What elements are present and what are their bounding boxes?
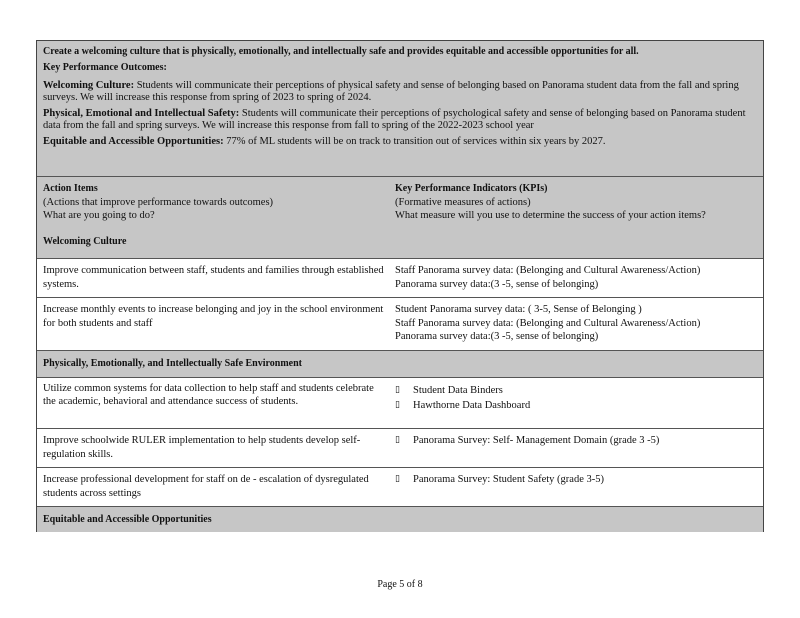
outcome-welcoming: [43, 80, 757, 104]
table-row: [37, 467, 763, 506]
bullet-icon: ▯: [395, 435, 400, 445]
bullet-item: [395, 473, 757, 487]
kpi-line: Staff Panorama survey data: (Belonging and Cultural Awareness/Action): [395, 265, 701, 276]
column-header-row: [37, 176, 763, 258]
kpi-line: Panorama survey data:(3 -5, sense of belonging): [395, 278, 599, 290]
table-row: [37, 428, 763, 467]
kpo-heading: Key Performance Outcomes:: [43, 62, 167, 73]
action-items-sub2: What are you going to do?: [43, 210, 155, 221]
kpi-cell: [391, 468, 763, 506]
kpi-cell: [391, 259, 763, 297]
action-cell: Increase professional development for staff on de - escalation of dysregulated students across settings: [43, 474, 369, 499]
goal-table: [36, 40, 764, 532]
action-items-sub1: (Actions that improve performance towards outcomes): [43, 196, 274, 208]
action-cell: Improve communication between staff, students and families through established systems.: [43, 265, 384, 290]
table-row: [37, 297, 763, 350]
kpi-line: Panorama survey data:(3 -5, sense of belonging): [395, 331, 599, 342]
bullet-item: [395, 398, 757, 413]
outcome-label: Equitable and Accessible Opportunities:: [43, 136, 224, 147]
outcome-text: Students will communicate their perceptions of psychological safety and sense of belonging based on Panorama student data from the fall and spring surveys. We will increase this response from fall to spring of the 2022-2023 school year: [43, 108, 746, 131]
goal-block: [37, 40, 763, 176]
action-items-heading: Action Items: [43, 183, 98, 194]
kpi-cell: [391, 429, 763, 467]
kpi-cell: [391, 298, 763, 350]
outcome-label: Physical, Emotional and Intellectual Safety:: [43, 108, 240, 119]
bullet-item: [395, 383, 757, 398]
section-safe-environment: Physically, Emotionally, and Intellectually Safe Environment: [37, 350, 763, 377]
bullet-item: [395, 434, 757, 448]
table-row: [37, 377, 763, 428]
section-equitable-opportunities: Equitable and Accessible Opportunities: [37, 506, 763, 532]
kpi-line: Hawthorne Data Dashboard: [413, 400, 531, 411]
kpi-line: Panorama Survey: Self- Management Domain (grade 3 -5): [413, 435, 660, 446]
bullet-icon: ▯: [395, 474, 400, 484]
kpi-line: Panorama Survey: Student Safety (grade 3-5): [413, 474, 604, 485]
kpi-sub1: (Formative measures of actions): [395, 196, 531, 208]
outcome-safety: [43, 108, 757, 132]
kpi-line: Staff Panorama survey data: (Belonging and Cultural Awareness/Action): [395, 317, 701, 329]
kpi-heading: Key Performance Indicators (KPIs): [395, 183, 548, 194]
table-row: [37, 258, 763, 297]
outcome-text: Students will communicate their perceptions of physical safety and sense of belonging based on Panorama student data from the fall and spring surveys. We will increase this response from spring of 2023 to spring of 2024.: [43, 80, 739, 103]
action-cell: Increase monthly events to increase belonging and joy in the school environment for both students and staff: [43, 304, 384, 329]
bullet-icon: ▯: [395, 400, 400, 410]
bullet-icon: ▯: [395, 385, 400, 395]
outcome-equity: [43, 136, 757, 148]
kpi-line: Student Panorama survey data: ( 3-5, Sense of Belonging ): [395, 304, 642, 315]
outcome-text: 77% of ML students will be on track to transition out of services within six years by 2027.: [223, 136, 606, 147]
outcome-label: Welcoming Culture:: [43, 80, 135, 91]
goal-title: Create a welcoming culture that is physically, emotionally, and intellectually safe and provides equitable and accessible opportunities for all.: [43, 46, 639, 57]
section-welcoming-culture: Welcoming Culture: [43, 235, 127, 247]
action-cell: Improve schoolwide RULER implementation to help students develop self-regulation skills.: [43, 435, 361, 460]
page-number: Page 5 of 8: [377, 579, 423, 590]
kpi-cell: [391, 378, 763, 428]
action-cell: Utilize common systems for data collection to help staff and students celebrate the academic, behavioral and attendance success of students.: [43, 383, 374, 407]
kpi-sub2: What measure will you use to determine the success of your action items?: [395, 210, 706, 221]
kpi-line: Student Data Binders: [413, 385, 503, 396]
